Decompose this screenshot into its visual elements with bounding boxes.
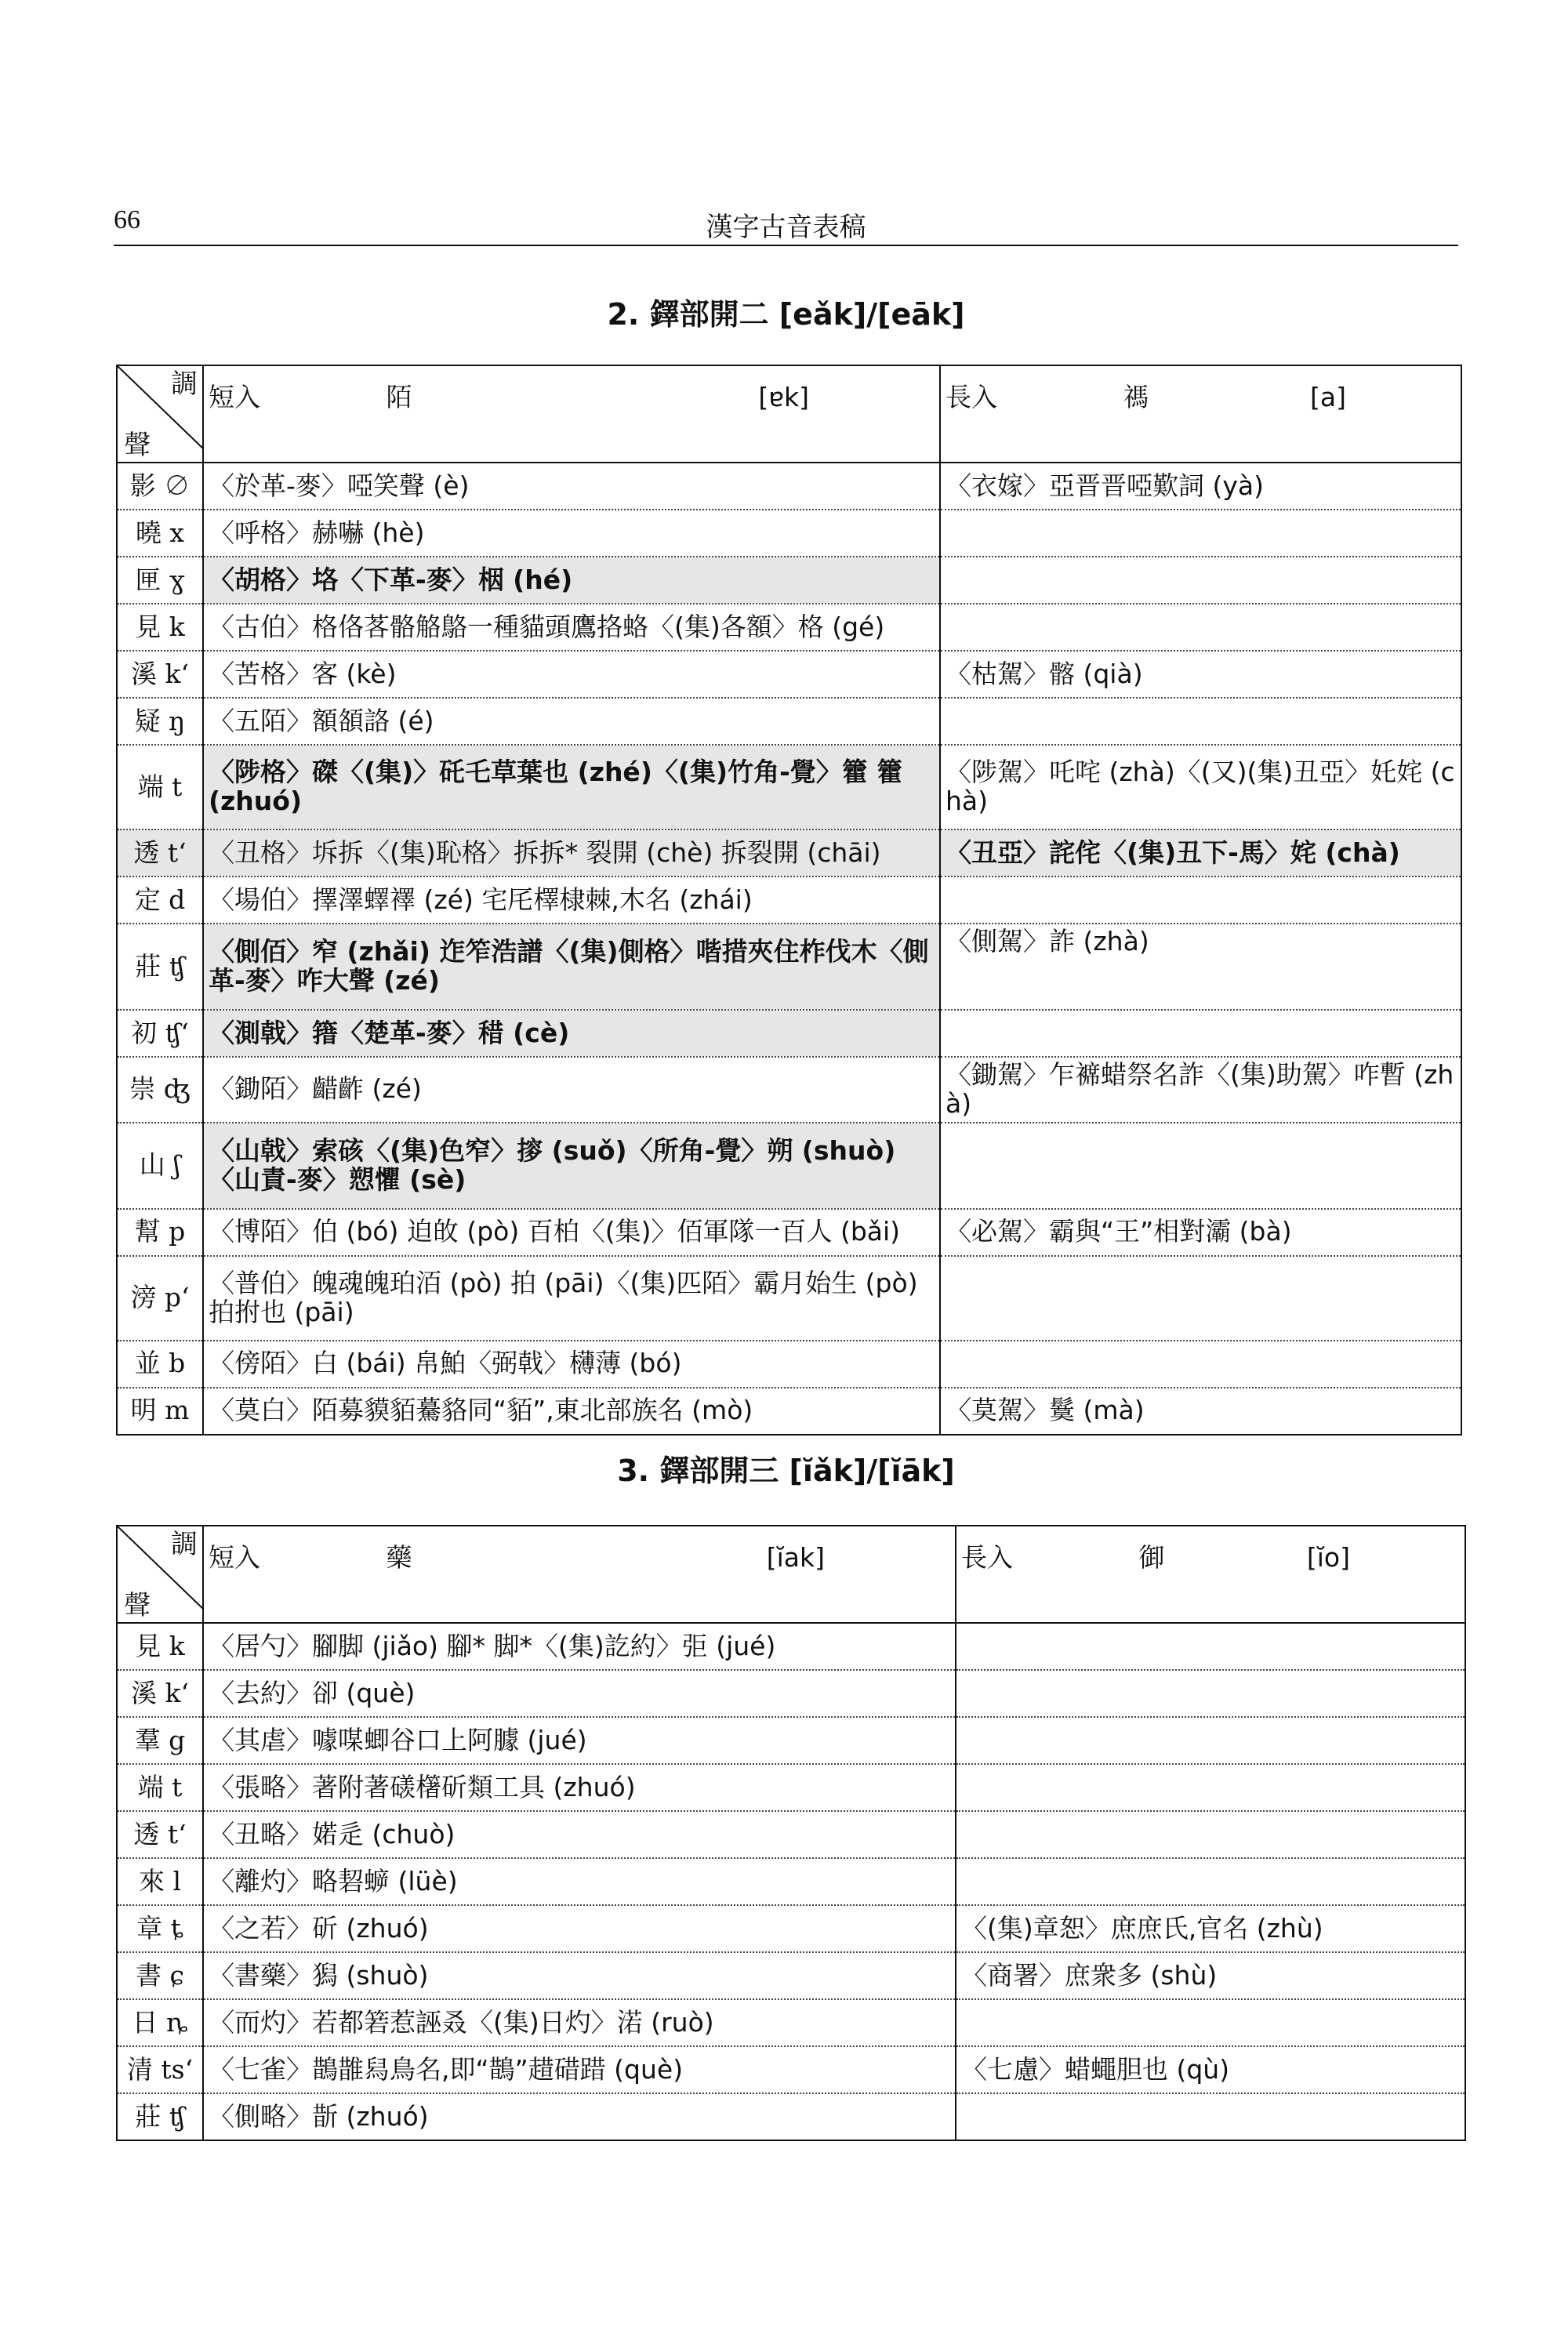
short-entering-cell: 〈居勺〉腳脚 (jiǎo) 腳* 脚*〈(集)訖約〉弡 (jué) [203, 1623, 956, 1670]
long-entering-cell [940, 1123, 1461, 1209]
long-entering-cell: 〈商署〉庶衆多 (shù) [956, 1952, 1465, 1999]
page-header [114, 205, 1458, 246]
long-entering-cell [956, 1623, 1465, 1670]
initial-cell: 匣 ɣ [117, 557, 203, 604]
short-entering-cell: 〈普伯〉魄魂魄珀洦 (pò) 拍 (pāi)〈(集)匹陌〉霸月始生 (pò) 拍拊也 (pāi) [203, 1256, 940, 1341]
header-long-ipa: [ĭo] [1306, 1542, 1350, 1573]
short-entering-cell: 〈陟格〉磔〈(集)〉矺乇草葉也 (zhé)〈(集)竹角-覺〉籗 籗 (zhuó) [203, 745, 940, 829]
initial-cell: 疑 ŋ [117, 698, 203, 745]
initial-label: 聲 [124, 1589, 151, 1621]
initial-cell: 崇 ʤ [117, 1057, 203, 1123]
table-row [117, 1858, 1465, 1905]
short-entering-cell: 〈七雀〉鵲䧿舄鳥名,即“鵲”趞碏踖 (què) [203, 2046, 956, 2093]
initial-cell: 溪 kʻ [117, 1670, 203, 1717]
initial-cell: 見 k [117, 604, 203, 651]
short-entering-cell: 〈苦格〉客 (kè) [203, 651, 940, 698]
long-entering-cell [956, 1999, 1465, 2046]
initial-cell: 莊 ʧ [117, 924, 203, 1010]
initial-cell: 明 m [117, 1388, 203, 1435]
table-row [117, 651, 1461, 698]
long-entering-cell: 〈必駕〉霸與“王”相對灞 (bà) [940, 1209, 1461, 1256]
table-row [117, 1057, 1461, 1123]
running-title: 漢字古音表稿 [706, 212, 866, 243]
initial-cell: 並 b [117, 1341, 203, 1388]
initial-cell: 曉 x [117, 510, 203, 557]
long-entering-cell [940, 604, 1461, 651]
short-entering-cell: 〈五陌〉額頟詻 (é) [203, 698, 940, 745]
header-long-char: 禡 [1123, 382, 1149, 412]
long-entering-cell [956, 1717, 1465, 1764]
long-entering-cell [956, 1764, 1465, 1811]
table-header-row [117, 365, 1461, 463]
table-row [117, 510, 1461, 557]
short-entering-cell: 〈傍陌〉白 (bái) 帛鮊〈弼戟〉欂薄 (bó) [203, 1341, 940, 1388]
long-entering-cell: 〈枯駕〉髂 (qià) [940, 651, 1461, 698]
short-entering-cell: 〈場伯〉擇澤蠌襗 (zé) 宅厇檡棣棘,木名 (zhái) [203, 877, 940, 924]
initial-cell: 見 k [117, 1623, 203, 1670]
initial-label: 聲 [124, 429, 151, 461]
header-short-entering [203, 365, 940, 463]
header-short-ipa: [ĭak] [766, 1542, 825, 1573]
header-long-label: 長入 [946, 382, 997, 412]
short-entering-cell: 〈書藥〉獡 (shuò) [203, 1952, 956, 1999]
table-header-row [117, 1526, 1465, 1623]
table-row [117, 1123, 1461, 1209]
short-entering-cell: 〈於革-麥〉啞笑聲 (è) [203, 463, 940, 510]
initial-cell: 羣 g [117, 1717, 203, 1764]
initial-cell: 清 tsʻ [117, 2046, 203, 2093]
header-short-char: 陌 [386, 382, 412, 412]
table-row [117, 1905, 1465, 1952]
header-short-label: 短入 [209, 1542, 260, 1573]
initial-cell: 透 tʻ [117, 829, 203, 877]
table-row [117, 1764, 1465, 1811]
long-entering-cell: 〈七慮〉蜡蠅胆也 (qù) [956, 2046, 1465, 2093]
initial-cell: 影 ∅ [117, 463, 203, 510]
short-entering-cell: 〈博陌〉伯 (bó) 迫敀 (pò) 百柏〈(集)〉佰軍隊一百人 (bǎi) [203, 1209, 940, 1256]
long-entering-cell [956, 2093, 1465, 2140]
header-short-char: 藥 [386, 1542, 412, 1573]
tone-label: 調 [171, 368, 198, 400]
header-short-entering [203, 1526, 956, 1623]
long-entering-cell [956, 1811, 1465, 1858]
table-row [117, 1209, 1461, 1256]
table-row [117, 698, 1461, 745]
initial-cell: 透 tʻ [117, 1811, 203, 1858]
table-row [117, 463, 1461, 510]
long-entering-cell: 〈衣嫁〉亞晋晋啞歎詞 (yà) [940, 463, 1461, 510]
short-entering-cell: 〈鋤陌〉齰齚 (zé) [203, 1057, 940, 1123]
table-row [117, 1999, 1465, 2046]
long-entering-cell [956, 1858, 1465, 1905]
initial-cell: 端 t [117, 745, 203, 829]
short-entering-cell: 〈莫白〉陌募貘貊驀貉同“貊”,東北部族名 (mò) [203, 1388, 940, 1435]
table-row [117, 1952, 1465, 1999]
table-row [117, 604, 1461, 651]
short-entering-cell: 〈山戟〉索硋〈(集)色窄〉摉 (suǒ)〈所角-覺〉朔 (shuò)〈山責-麥〉愬懼 (sè) [203, 1123, 940, 1209]
long-entering-cell [940, 557, 1461, 604]
table-row [117, 1388, 1461, 1435]
header-long-label: 長入 [961, 1542, 1013, 1573]
long-entering-cell [940, 1010, 1461, 1057]
corner-cell [117, 365, 203, 463]
short-entering-cell: 〈側佰〉窄 (zhǎi) 迮笮浩譜〈(集)側格〉喈措夾住柞伐木〈側革-麥〉咋大聲 (zé) [203, 924, 940, 1010]
short-entering-cell: 〈丑略〉婼辵 (chuò) [203, 1811, 956, 1858]
table-row [117, 745, 1461, 829]
initial-cell: 山 ʃ [117, 1123, 203, 1209]
initial-cell: 來 l [117, 1858, 203, 1905]
table-row [117, 1623, 1465, 1670]
table-row [117, 1341, 1461, 1388]
table-row [117, 877, 1461, 924]
table-row [117, 557, 1461, 604]
long-entering-cell [940, 1341, 1461, 1388]
long-entering-cell [940, 510, 1461, 557]
initial-cell: 日 ȵ [117, 1999, 203, 2046]
long-entering-cell: 〈(集)章恕〉庶庶氏,官名 (zhù) [956, 1905, 1465, 1952]
short-entering-cell: 〈之若〉斫 (zhuó) [203, 1905, 956, 1952]
initial-cell: 定 d [117, 877, 203, 924]
short-entering-cell: 〈張略〉著附著𥖄櫡斫類工具 (zhuó) [203, 1764, 956, 1811]
table-row [117, 1670, 1465, 1717]
corner-cell [117, 1526, 203, 1623]
long-entering-cell: 〈莫駕〉鬕 (mà) [940, 1388, 1461, 1435]
header-short-label: 短入 [209, 382, 260, 412]
long-entering-cell [940, 1256, 1461, 1341]
long-entering-cell [956, 1670, 1465, 1717]
header-long-entering [956, 1526, 1465, 1623]
initial-cell: 端 t [117, 1764, 203, 1811]
page-number: 66 [114, 205, 140, 234]
initial-cell: 莊 ʧ [117, 2093, 203, 2140]
short-entering-cell: 〈丑格〉坼拆〈(集)恥格〉拆拆* 裂開 (chè) 拆裂開 (chāi) [203, 829, 940, 877]
short-entering-cell: 〈離灼〉略䂮蝷 (lüè) [203, 1858, 956, 1905]
initial-cell: 初 ʧʻ [117, 1010, 203, 1057]
rime-table-1 [116, 365, 1462, 1436]
short-entering-cell: 〈胡格〉垎〈下革-麥〉栶 (hé) [203, 557, 940, 604]
header-long-ipa: [a] [1310, 382, 1346, 412]
table-row [117, 1717, 1465, 1764]
short-entering-cell: 〈古伯〉格佫茖骼觡鴼一種貓頭鷹挌蛒〈(集)各額〉格 (gé) [203, 604, 940, 651]
initial-cell: 章 ȶ [117, 1905, 203, 1952]
short-entering-cell: 〈呼格〉赫嚇 (hè) [203, 510, 940, 557]
table-row [117, 924, 1461, 1010]
tone-label: 調 [171, 1529, 198, 1560]
short-entering-cell: 〈側略〉斮 (zhuó) [203, 2093, 956, 2140]
initial-cell: 幫 p [117, 1209, 203, 1256]
initial-cell: 滂 pʻ [117, 1256, 203, 1341]
section-title-1: 2. 鐸部開二 [eǎk]/[eāk] [607, 297, 965, 332]
rime-table-2 [116, 1525, 1466, 2141]
short-entering-cell: 〈其虐〉噱㖼蝍谷口上阿臄 (jué) [203, 1717, 956, 1764]
long-entering-cell [940, 877, 1461, 924]
header-short-ipa: [ɐk] [758, 382, 809, 412]
long-entering-cell: 〈丑亞〉詫侘〈(集)丑下-馬〉姹 (chà) [940, 829, 1461, 877]
initial-cell: 書 ɕ [117, 1952, 203, 1999]
table-row [117, 2046, 1465, 2093]
short-entering-cell: 〈去約〉卻 (què) [203, 1670, 956, 1717]
header-long-entering [940, 365, 1461, 463]
section-title-2: 3. 鐸部開三 [ĭǎk]/[ĭāk] [617, 1454, 955, 1488]
table-row [117, 829, 1461, 877]
table-row [117, 2093, 1465, 2140]
table-row [117, 1811, 1465, 1858]
long-entering-cell [940, 698, 1461, 745]
short-entering-cell: 〈測戟〉簎〈楚革-麥〉稓 (cè) [203, 1010, 940, 1057]
table-row [117, 1256, 1461, 1341]
table-row [117, 1010, 1461, 1057]
short-entering-cell: 〈而灼〉若都箬惹誣叒〈(集)日灼〉渃 (ruò) [203, 1999, 956, 2046]
long-entering-cell: 〈鋤駕〉乍褯蜡祭名詐〈(集)助駕〉咋暫 (zhà) [940, 1057, 1461, 1123]
long-entering-cell: 〈陟駕〉吒咤 (zhà)〈(又)(集)丑亞〉奼姹 (chà) [940, 745, 1461, 829]
long-entering-cell: 〈側駕〉詐 (zhà) [940, 924, 1461, 1010]
initial-cell: 溪 kʻ [117, 651, 203, 698]
header-long-char: 御 [1138, 1542, 1165, 1573]
